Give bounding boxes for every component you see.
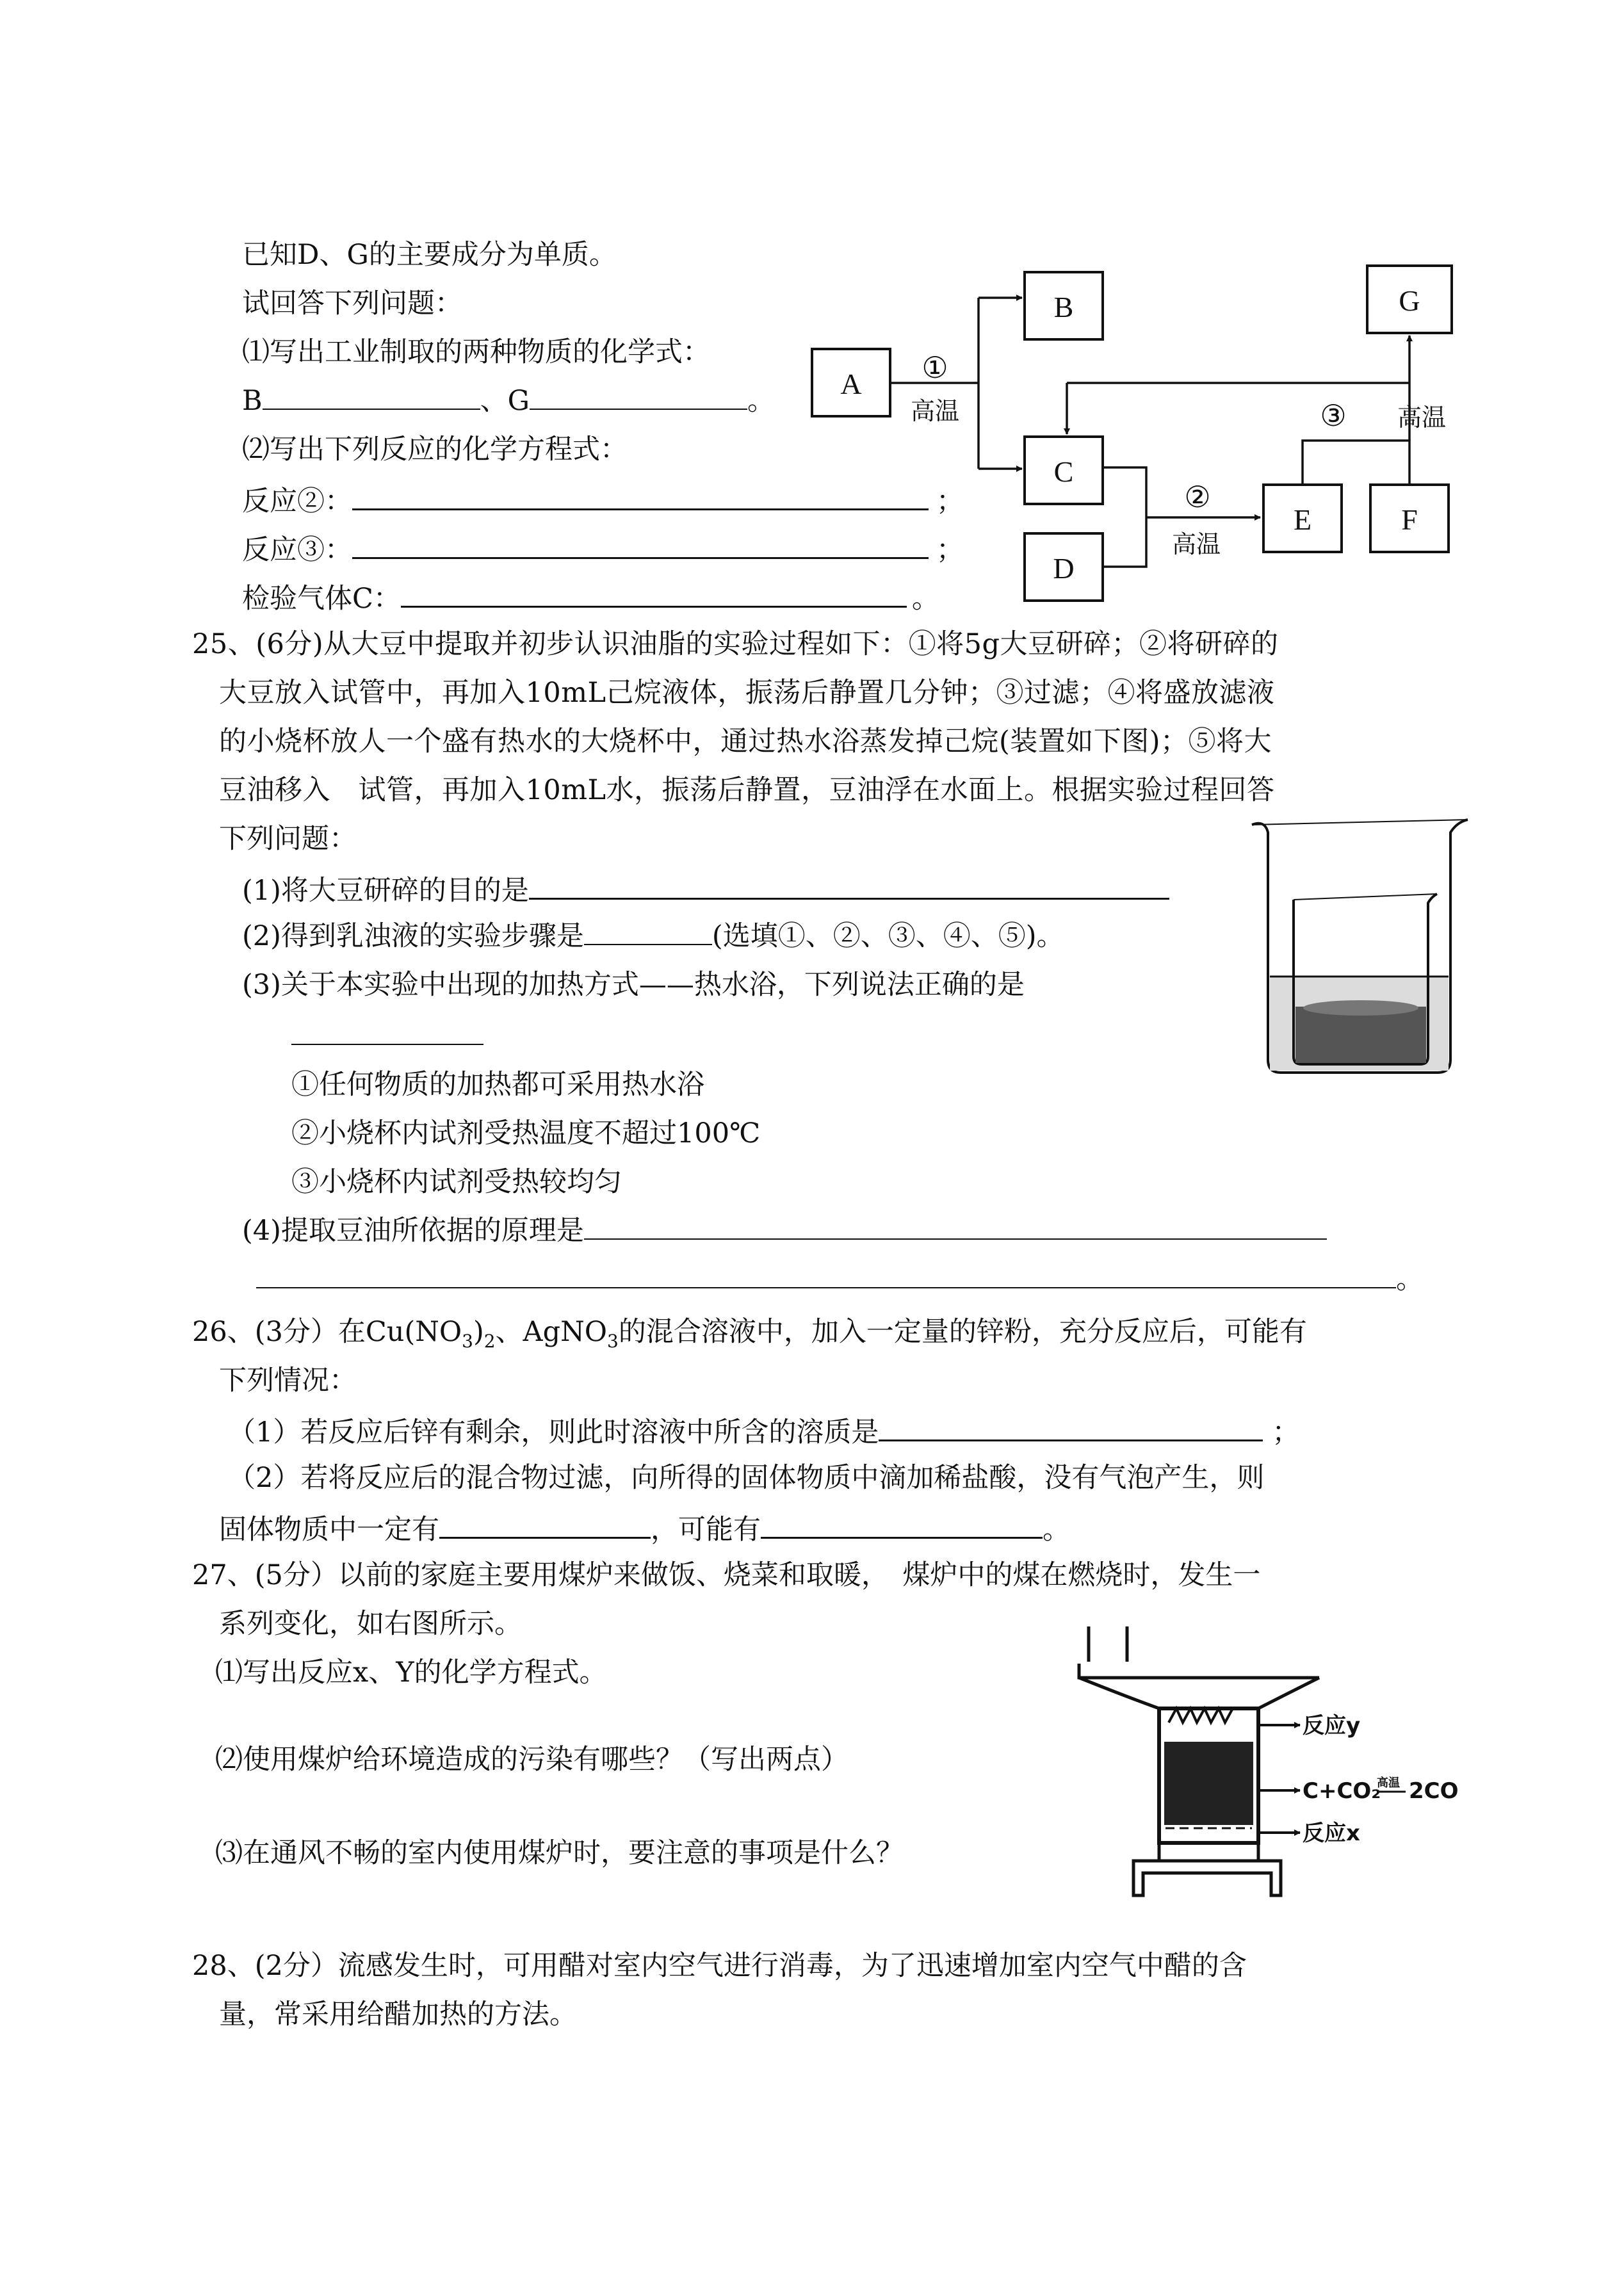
q27-stem-line1: 27、(5分）以前的家庭主要用煤炉来做饭、烧菜和取暖， 煤炉中的煤在燃烧时，发生一 <box>192 1559 1261 1591</box>
answer-blank-reaction3[interactable] <box>352 529 929 559</box>
svg-text:E: E <box>1293 503 1312 536</box>
q24-part2: ⑵写出下列反应的化学方程式： <box>242 434 628 466</box>
box-a <box>812 349 890 416</box>
q24-reaction2-line <box>242 480 964 519</box>
svg-text:①: ① <box>922 350 948 385</box>
semicolon: ； <box>936 485 964 517</box>
subscript: 3 <box>462 1331 473 1352</box>
q25-part4-line2 <box>256 1261 1424 1297</box>
q24-known: 已知D、G的主要成分为单质。 <box>242 239 617 271</box>
period: 。 <box>747 385 775 417</box>
q25-part4 <box>242 1213 1327 1249</box>
answer-blank-q26-possibly[interactable] <box>761 1509 1043 1539</box>
reaction3-label: 反应③： <box>242 534 352 566</box>
q26-text-b: ) <box>473 1316 484 1348</box>
q24-reaction3-line <box>242 529 964 568</box>
label-b: B <box>242 385 263 417</box>
test-gas-label: 检验气体C： <box>242 583 401 615</box>
q25-stem-line4: 豆油移入 试管，再加入10mL水，振荡后静置，豆油浮在水面上。根据实验过程回答 <box>219 774 1275 806</box>
q26-part2: （2）若将反应后的混合物过滤，向所得的固体物质中滴加稀盐酸，没有气泡产生，则 <box>228 1462 1265 1494</box>
q25-part3: (3)关于本实验中出现的加热方式——热水浴，下列说法正确的是 <box>242 969 1025 1001</box>
q28-stem-line1: 28、(2分）流感发生时，可用醋对室内空气进行消毒，为了迅速增加室内空气中醋的含 <box>192 1950 1247 1982</box>
q24-part1-answers <box>242 383 775 419</box>
q25-option1: ①任何物质的加热都可采用热水浴 <box>291 1069 704 1101</box>
reaction2-label: 反应②： <box>242 485 352 517</box>
water-bath-beaker-image <box>1252 820 1468 1073</box>
q27-part1: ⑴写出反应x、Y的化学方程式。 <box>215 1657 607 1689</box>
svg-text:B: B <box>1053 291 1074 323</box>
q25-part2-label: (2)得到乳浊液的实验步骤是 <box>242 920 584 952</box>
q26-stem-line1 <box>192 1314 1307 1353</box>
q25-option2: ②小烧杯内试剂受热温度不超过100℃ <box>291 1117 761 1149</box>
box-f <box>1370 485 1449 552</box>
q25-stem-line1: 25、(6分)从大豆中提取并初步认识油脂的实验过程如下：①将5g大豆研碎；②将研碎的 <box>192 628 1279 660</box>
q28-stem-line2: 量，常采用给醋加热的方法。 <box>219 1999 577 2031</box>
answer-blank-q25-part2[interactable] <box>584 944 712 945</box>
answer-blank-q26-definitely[interactable] <box>439 1509 651 1539</box>
q25-part1 <box>242 870 1169 909</box>
svg-text:G: G <box>1399 284 1420 317</box>
q25-stem-line5: 下列问题： <box>219 823 357 855</box>
q24-part1: ⑴写出工业制取的两种物质的化学式： <box>242 336 710 368</box>
svg-text:A: A <box>840 368 862 400</box>
box-c <box>1025 437 1103 504</box>
answer-blank-q25-part3[interactable] <box>291 1044 483 1045</box>
period: 。 <box>911 583 939 615</box>
answer-blank-q25-part1[interactable] <box>529 870 1169 900</box>
semicolon: ； <box>936 534 964 566</box>
svg-text:2CO: 2CO <box>1409 1778 1459 1804</box>
svg-text:高温: 高温 <box>1377 1776 1400 1790</box>
box-e <box>1263 485 1342 552</box>
q25-part2-options: (选填①、②、③、④、⑤)。 <box>711 920 1064 952</box>
coal-stove-image <box>1079 1626 1459 1895</box>
subscript: 3 <box>607 1331 619 1352</box>
period: 。 <box>1396 1263 1424 1295</box>
q25-part3-blank <box>291 1018 483 1054</box>
arrow-reaction-2 <box>1103 467 1260 567</box>
svg-text:高温: 高温 <box>910 397 960 425</box>
period: 。 <box>1043 1514 1070 1546</box>
q26-text-c: 、AgNO <box>495 1316 608 1348</box>
q25-stem-line2: 大豆放入试管中，再加入10mL己烷液体，振荡后静置几分钟；③过滤；④将盛放滤液 <box>219 677 1275 709</box>
q26-definitely-label: 固体物质中一定有 <box>219 1514 439 1546</box>
svg-text:②: ② <box>1184 480 1211 514</box>
answer-blank-q25-part4-line1[interactable] <box>584 1238 1327 1240</box>
svg-text:反应y: 反应y <box>1303 1713 1361 1739</box>
answer-blank-b[interactable] <box>263 409 480 410</box>
answer-blank-test-gas[interactable] <box>401 578 907 608</box>
box-g <box>1367 266 1452 333</box>
q25-part2 <box>242 918 1064 954</box>
svg-text:C+CO₂: C+CO₂ <box>1303 1778 1381 1804</box>
answer-blank-g[interactable] <box>530 409 747 410</box>
q26-text-a: 26、(3分）在Cu(NO <box>192 1316 462 1348</box>
q26-part1 <box>228 1411 1299 1450</box>
q24-instruction: 试回答下列问题： <box>242 288 462 320</box>
box-b <box>1025 272 1103 339</box>
svg-text:高温: 高温 <box>1397 403 1447 432</box>
svg-text:高温: 高温 <box>1171 530 1221 558</box>
q25-part1-label: (1)将大豆研碎的目的是 <box>242 875 529 907</box>
arrow-reaction-3 <box>1067 336 1446 485</box>
q26-part1-label: （1）若反应后锌有剩余，则此时溶液中所含的溶质是 <box>228 1416 879 1448</box>
q27-stem-line2: 系列变化，如右图所示。 <box>219 1608 522 1640</box>
q25-option3: ③小烧杯内试剂受热较均匀 <box>291 1166 622 1198</box>
q26-part3 <box>219 1509 1070 1548</box>
svg-text:F: F <box>1401 503 1418 536</box>
answer-blank-q25-part4-line2[interactable] <box>256 1287 1396 1288</box>
svg-text:C: C <box>1053 455 1074 488</box>
q26-possibly-label: ，可能有 <box>651 1514 761 1546</box>
q27-part2: ⑵使用煤炉给环境造成的污染有哪些？（写出两点） <box>215 1744 849 1776</box>
box-d <box>1025 533 1103 601</box>
svg-text:③: ③ <box>1320 398 1347 433</box>
semicolon: ； <box>1272 1416 1300 1448</box>
answer-blank-q26-part1[interactable] <box>879 1411 1263 1441</box>
q25-stem-line3: 的小烧杯放人一个盛有热水的大烧杯中，通过热水浴蒸发掉己烷(装置如下图)；⑤将大 <box>219 726 1272 758</box>
arrow-reaction-1 <box>890 298 1022 469</box>
answer-blank-reaction2[interactable] <box>352 480 929 510</box>
q26-stem-line2: 下列情况： <box>219 1365 357 1397</box>
q24-test-gas-line <box>242 578 939 617</box>
svg-text:D: D <box>1053 552 1075 585</box>
q25-part4-label: (4)提取豆油所依据的原理是 <box>242 1215 584 1247</box>
subscript: 2 <box>483 1331 496 1352</box>
svg-text:反应x: 反应x <box>1303 1821 1360 1846</box>
label-g: 、G <box>480 385 530 417</box>
q27-part3: ⑶在通风不畅的室内使用煤炉时，要注意的事项是什么？ <box>215 1837 904 1869</box>
q26-text-d: 的混合溶液中，加入一定量的锌粉，充分反应后，可能有 <box>618 1316 1307 1348</box>
